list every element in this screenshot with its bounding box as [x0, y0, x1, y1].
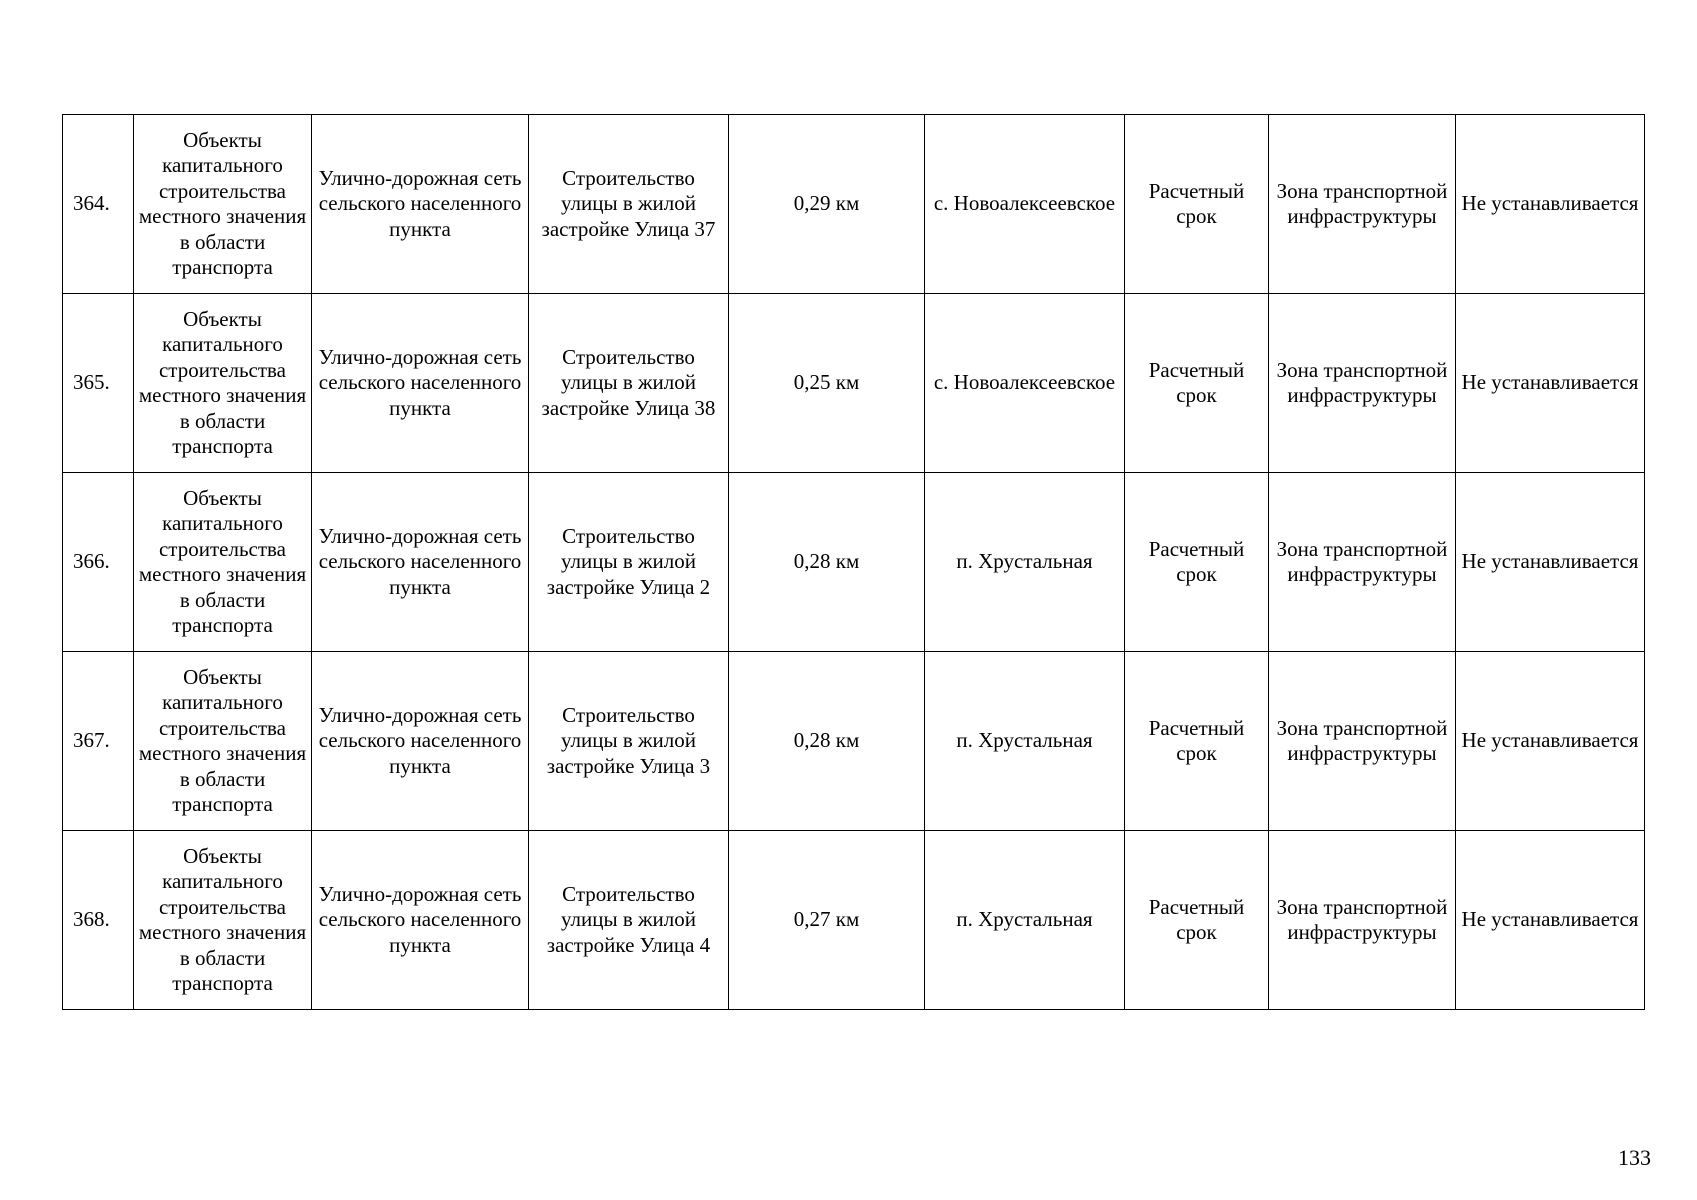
objects-table [62, 114, 1645, 1010]
protection-cell: Не устанавливается [1456, 652, 1645, 831]
category-cell: Улично-дорожная сеть сельского населенного пункта [312, 115, 529, 294]
table-row [63, 115, 1645, 294]
table-row [63, 473, 1645, 652]
category-cell: Улично-дорожная сеть сельского населенного пункта [312, 473, 529, 652]
location-cell: с. Новоалексеевское [925, 115, 1125, 294]
length-cell: 0,27 км [729, 831, 925, 1010]
table-row [63, 831, 1645, 1010]
description-cell: Строительство улицы в жилой застройке Улица 37 [529, 115, 729, 294]
object-type-cell: Объекты капитального строительства местного значения в области транспорта [134, 294, 312, 473]
category-cell: Улично-дорожная сеть сельского населенного пункта [312, 652, 529, 831]
term-cell: Расчетный срок [1125, 473, 1269, 652]
term-cell: Расчетный срок [1125, 831, 1269, 1010]
zone-cell: Зона транспортной инфраструктуры [1269, 831, 1456, 1010]
zone-cell: Зона транспортной инфраструктуры [1269, 294, 1456, 473]
location-cell: с. Новоалексеевское [925, 294, 1125, 473]
row-number: 366. [63, 473, 134, 652]
table-row [63, 652, 1645, 831]
term-cell: Расчетный срок [1125, 652, 1269, 831]
length-cell: 0,28 км [729, 473, 925, 652]
description-cell: Строительство улицы в жилой застройке Улица 2 [529, 473, 729, 652]
zone-cell: Зона транспортной инфраструктуры [1269, 473, 1456, 652]
table-row [63, 294, 1645, 473]
object-type-cell: Объекты капитального строительства местного значения в области транспорта [134, 115, 312, 294]
category-cell: Улично-дорожная сеть сельского населенного пункта [312, 294, 529, 473]
description-cell: Строительство улицы в жилой застройке Улица 3 [529, 652, 729, 831]
description-cell: Строительство улицы в жилой застройке Улица 38 [529, 294, 729, 473]
term-cell: Расчетный срок [1125, 294, 1269, 473]
object-type-cell: Объекты капитального строительства местного значения в области транспорта [134, 652, 312, 831]
row-number: 364. [63, 115, 134, 294]
location-cell: п. Хрустальная [925, 473, 1125, 652]
description-cell: Строительство улицы в жилой застройке Улица 4 [529, 831, 729, 1010]
length-cell: 0,28 км [729, 652, 925, 831]
row-number: 368. [63, 831, 134, 1010]
term-cell: Расчетный срок [1125, 115, 1269, 294]
page-number: 133 [1618, 1145, 1651, 1170]
protection-cell: Не устанавливается [1456, 294, 1645, 473]
zone-cell: Зона транспортной инфраструктуры [1269, 652, 1456, 831]
length-cell: 0,25 км [729, 294, 925, 473]
protection-cell: Не устанавливается [1456, 473, 1645, 652]
location-cell: п. Хрустальная [925, 652, 1125, 831]
row-number: 367. [63, 652, 134, 831]
object-type-cell: Объекты капитального строительства местного значения в области транспорта [134, 831, 312, 1010]
category-cell: Улично-дорожная сеть сельского населенного пункта [312, 831, 529, 1010]
length-cell: 0,29 км [729, 115, 925, 294]
protection-cell: Не устанавливается [1456, 115, 1645, 294]
object-type-cell: Объекты капитального строительства местного значения в области транспорта [134, 473, 312, 652]
row-number: 365. [63, 294, 134, 473]
location-cell: п. Хрустальная [925, 831, 1125, 1010]
protection-cell: Не устанавливается [1456, 831, 1645, 1010]
zone-cell: Зона транспортной инфраструктуры [1269, 115, 1456, 294]
